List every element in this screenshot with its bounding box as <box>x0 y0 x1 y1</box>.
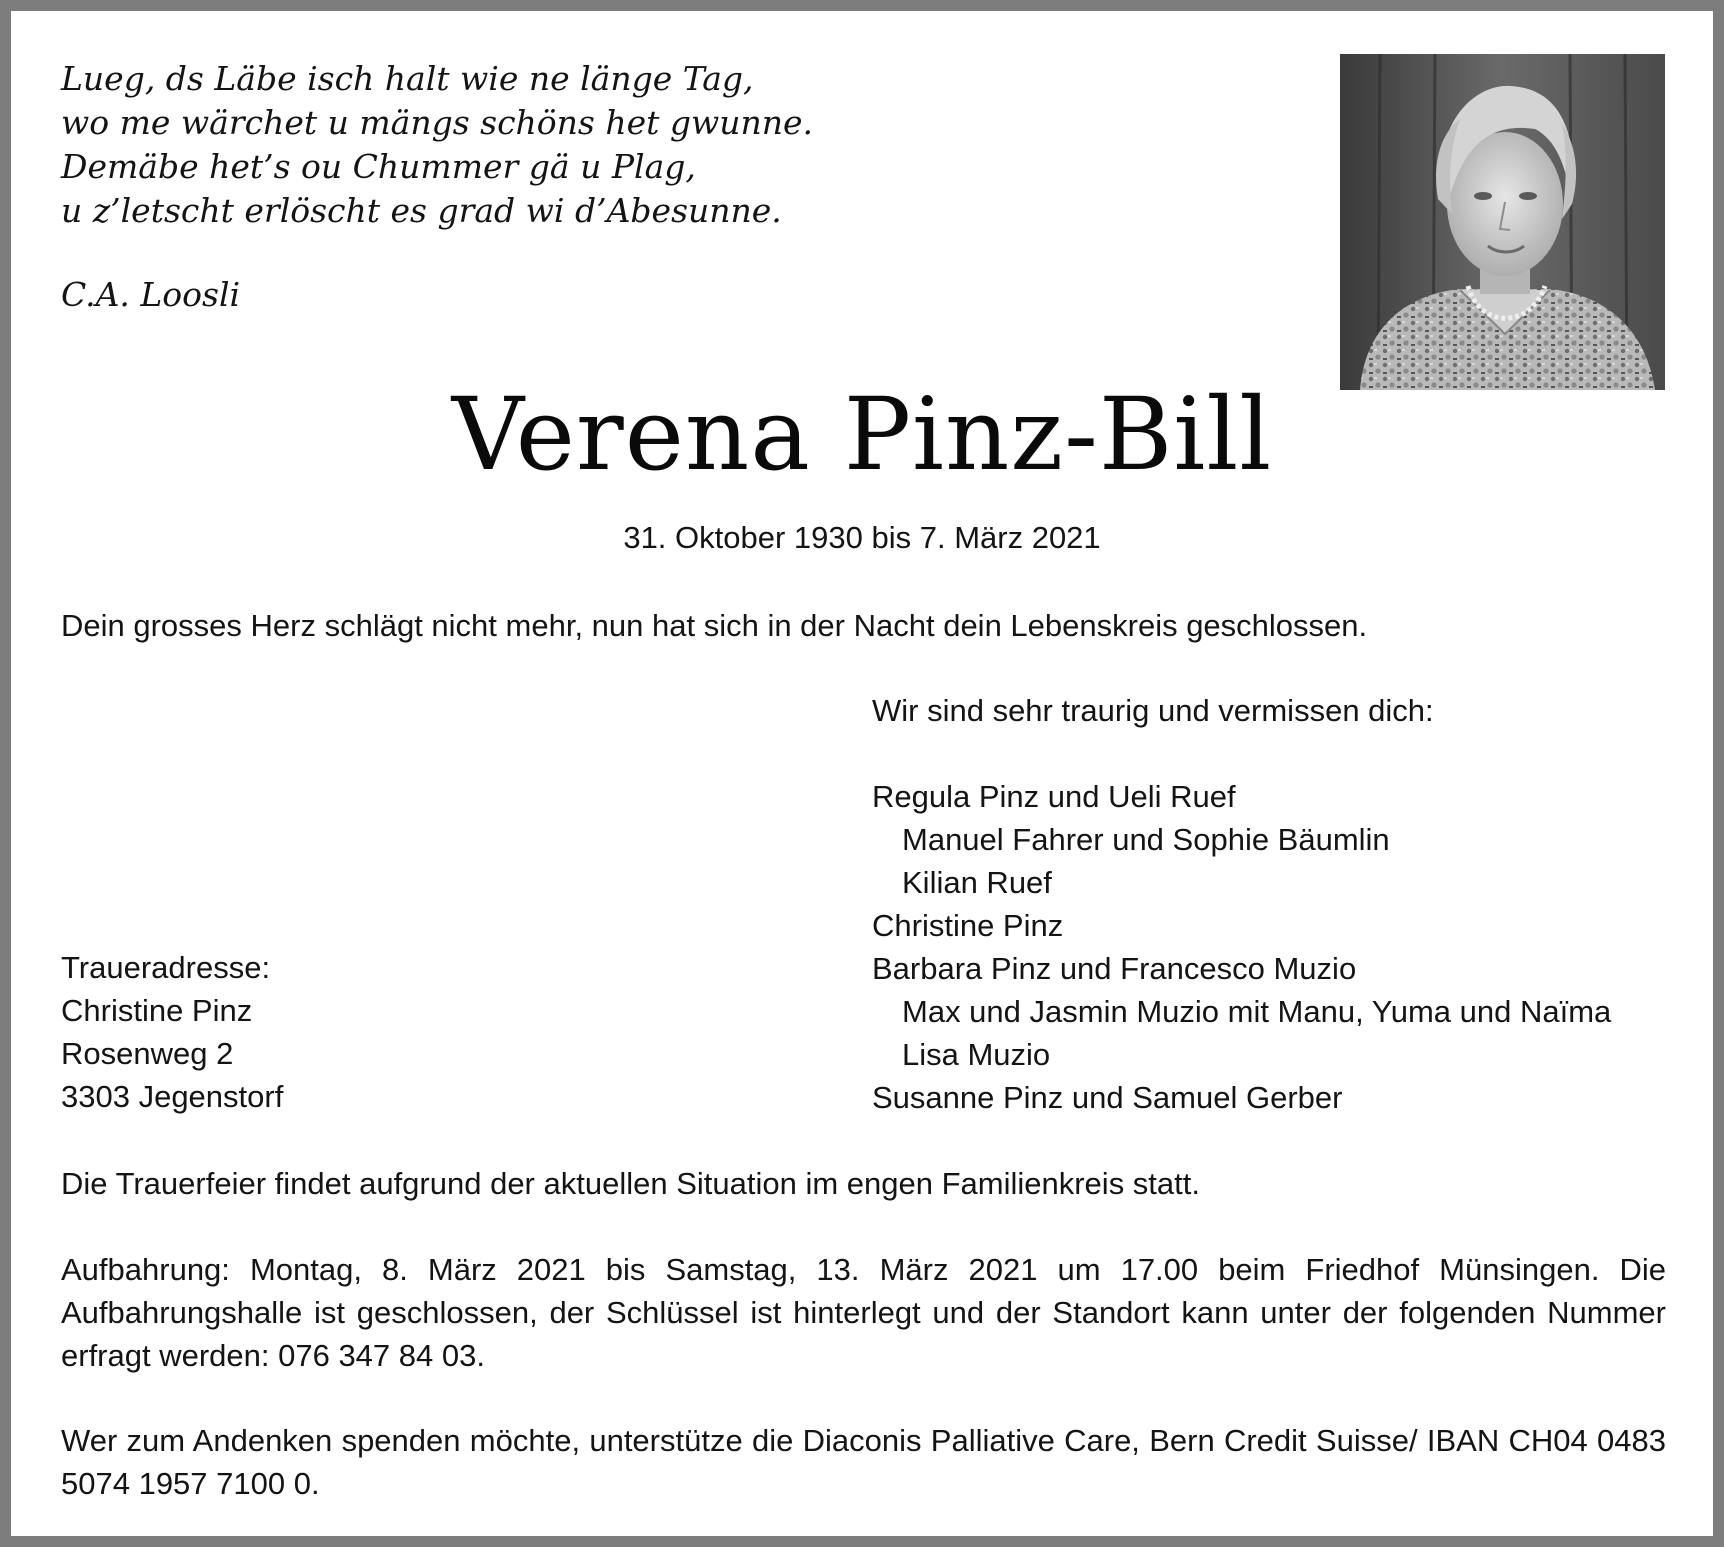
address-street: Rosenweg 2 <box>61 1036 234 1071</box>
mourners-list <box>872 689 1611 1119</box>
poem-line: u z’letscht erlöscht es grad wi d’Abesunne. <box>61 191 782 230</box>
poem-line: Lueg, ds Läbe isch halt wie ne länge Tag, <box>61 59 754 98</box>
viewing-notice: Aufbahrung: Montag, 8. März 2021 bis Samstag, 13. März 2021 um 17.00 beim Friedhof Münsingen. Die Aufbahrungshalle ist geschlossen, der Schlüssel ist hinterlegt und der Standort kann unter der folgenden Nummer erfragt werden: 076 347 84 03. <box>61 1252 1666 1373</box>
memorial-message: Dein grosses Herz schlägt nicht mehr, nun hat sich in der Nacht dein Lebenskreis geschlossen. <box>61 608 1368 643</box>
mourner-entry: Max und Jasmin Muzio mit Manu, Yuma und Naïma <box>902 994 1612 1029</box>
portrait-photo <box>1340 54 1665 390</box>
obituary-notice <box>11 11 1713 1536</box>
mourning-address <box>61 946 283 1118</box>
mourners-lead: Wir sind sehr traurig und vermissen dich: <box>872 693 1434 728</box>
poem-line: Demäbe het’s ou Chummer gä u Plag, <box>61 147 696 186</box>
mourner-entry: Kilian Ruef <box>902 865 1052 900</box>
mourner-entry: Susanne Pinz und Samuel Gerber <box>872 1080 1343 1115</box>
address-name: Christine Pinz <box>61 993 253 1028</box>
donation-notice: Wer zum Andenken spenden möchte, unterstütze die Diaconis Palliative Care, Bern Credit Suisse/ IBAN CH04 0483 5074 1957 7100 0. <box>61 1423 1666 1501</box>
mourner-entry: Regula Pinz und Ueli Ruef <box>872 779 1236 814</box>
mourner-entry: Barbara Pinz und Francesco Muzio <box>872 951 1357 986</box>
life-dates: 31. Oktober 1930 bis 7. März 2021 <box>623 520 1101 555</box>
portrait-image <box>1340 54 1665 390</box>
address-label: Traueradresse: <box>61 950 271 985</box>
mourner-entry: Christine Pinz <box>872 908 1064 943</box>
mourner-entry: Manuel Fahrer und Sophie Bäumlin <box>902 822 1390 857</box>
mourner-entry: Lisa Muzio <box>902 1037 1051 1072</box>
address-city: 3303 Jegenstorf <box>61 1079 284 1114</box>
poem-line: wo me wärchet u mängs schöns het gwunne. <box>61 103 814 142</box>
poem <box>61 57 813 317</box>
deceased-name: Verena Pinz-Bill <box>451 376 1273 493</box>
poem-author: C.A. Loosli <box>61 275 241 314</box>
ceremony-notice: Die Trauerfeier findet aufgrund der aktuellen Situation im engen Familienkreis statt. <box>61 1166 1200 1201</box>
